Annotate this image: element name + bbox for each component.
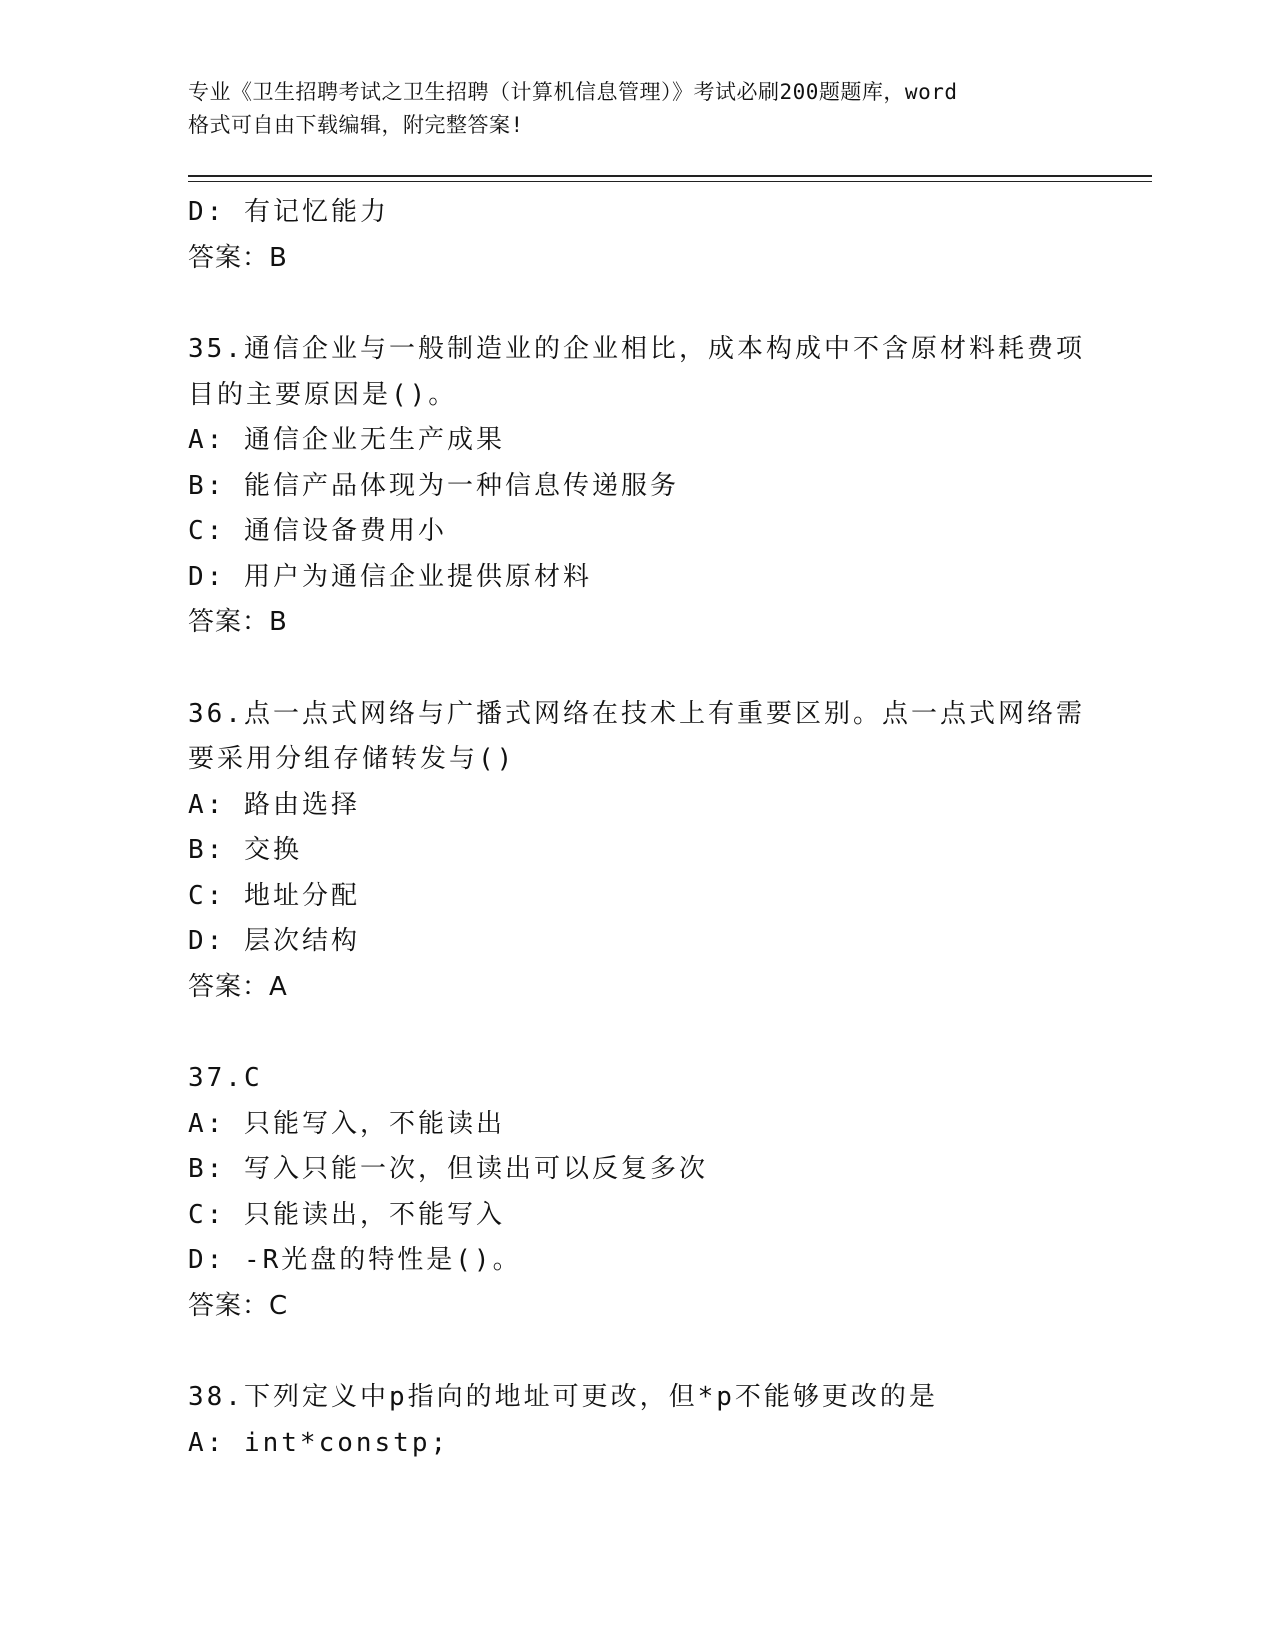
answer-line: 答案：B: [188, 607, 288, 637]
question-38: [188, 1375, 1088, 1466]
option-b: B: 能信产品体现为一种信息传递服务: [188, 470, 679, 501]
header-line-2: 格式可自由下载编辑，附完整答案!: [188, 113, 524, 137]
question-stem: 37.C: [188, 1063, 263, 1093]
answer-line: 答案：B: [188, 242, 288, 273]
option-b: B: 写入只能一次，但读出可以反复多次: [188, 1154, 708, 1184]
document-header: [188, 76, 1088, 142]
question-stem: 36.点一点式网络与广播式网络在技术上有重要区别。点一点式网络需: [188, 698, 1085, 729]
option-a: A: int*constp;: [188, 1427, 450, 1458]
answer-line: 答案：C: [188, 1290, 289, 1321]
header-divider-thin: [188, 181, 1152, 182]
question-stem-continued: 要采用分组存储转发与(): [188, 744, 516, 774]
option-d: D: 用户为通信企业提供原材料: [188, 561, 592, 592]
option-c: C: 通信设备费用小: [188, 516, 447, 546]
question-36: [188, 692, 1088, 1011]
previous-question-tail: [188, 190, 1088, 281]
question-37: [188, 1056, 1088, 1329]
option-c: C: 地址分配: [188, 880, 360, 911]
option-a: A: 只能写入，不能读出: [188, 1108, 505, 1139]
option-b: B: 交换: [188, 835, 302, 865]
option-d: D: 层次结构: [188, 926, 360, 956]
option-d: D: 有记忆能力: [188, 197, 389, 227]
option-a: A: 通信企业无生产成果: [188, 425, 505, 455]
header-line-1: 专业《卫生招聘考试之卫生招聘（计算机信息管理）》考试必刷200题题库，word: [188, 80, 958, 104]
answer-line: 答案：A: [188, 971, 288, 1002]
question-35: [188, 327, 1088, 646]
option-d: D: -R光盘的特性是()。: [188, 1245, 522, 1275]
spacer: [188, 1329, 1088, 1375]
question-stem: 35.通信企业与一般制造业的企业相比，成本构成中不含原材料耗费项: [188, 334, 1085, 364]
document-body: [188, 190, 1088, 1466]
question-stem-continued: 目的主要原因是()。: [188, 379, 458, 410]
header-divider-thick: [188, 175, 1152, 177]
question-stem: 38.下列定义中p指向的地址可更改，但*p不能够更改的是: [188, 1382, 938, 1412]
spacer: [188, 281, 1088, 327]
option-a: A: 路由选择: [188, 789, 360, 820]
option-c: C: 只能读出，不能写入: [188, 1199, 505, 1230]
spacer: [188, 646, 1088, 692]
spacer: [188, 1010, 1088, 1056]
